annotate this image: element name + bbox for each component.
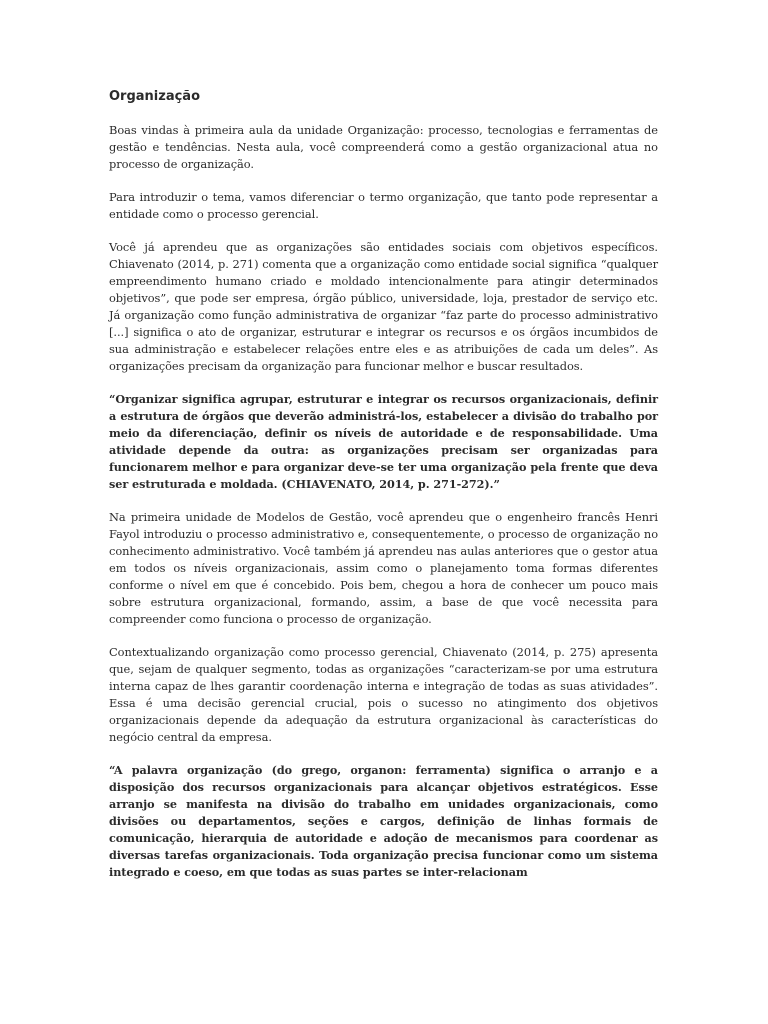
fayol-paragraph: Na primeira unidade de Modelos de Gestão, você aprendeu que o engenheiro francês Henri Fayol introduziu o processo administrativo e, consequentemente, o processo de organização no conhecimento administrativo. Você também já aprendeu nas aulas anteriores que o gestor atua em todos os níveis organizacionais, assim como o planejamento toma formas diferentes conforme o nível em que é concebido. Pois bem, chegou a hora de conhecer um pouco mais sobre estrutura organizacional, formando, assim, a base de que você necessita para compreender como funciona o processo de organização. [109,510,658,626]
definition-paragraph: Para introduzir o tema, vamos diferenciar o termo organização, que tanto pode representar a entidade como o processo gerencial. [109,190,658,221]
document-page [109,88,658,897]
block-quote-chiavenato: “Organizar significa agrupar, estruturar e integrar os recursos organizacionais, definir a estrutura de órgãos que deverão administrá-los, estabelecer a divisão do trabalho por meio da diferenciação, definir os níveis de autoridade e de responsabilidade. Uma atividade depende da outra: as organizações precisam ser organizadas para funcionarem melhor e para organizar deve-se ter uma organização pela frente que deva ser estruturada e moldada. (CHIAVENATO, 2014, p. 271-272).” [109,392,658,491]
process-paragraph: Contextualizando organização como processo gerencial, Chiavenato (2014, p. 275) apresenta que, sejam de qualquer segmento, todas as organizações “caracterizam-se por uma estrutura interna capaz de lhes garantir coordenação interna e integração de todas as suas atividades”. Essa é uma decisão gerencial crucial, pois o sucesso no atingimento dos objetivos organizacionais depende da adequação da estrutura organizacional às características do negócio central da empresa. [109,645,658,744]
block-quote-organon: “A palavra organização (do grego, organon: ferramenta) significa o arranjo e a disposição dos recursos organizacionais para alcançar objetivos estratégicos. Esse arranjo se manifesta na divisão do trabalho em unidades organizacionais, como divisões ou departamentos, seções e cargos, definição de linhas formais de comunicação, hierarquia de autoridade e adoção de mecanismos para coordenar as diversas tarefas organizacionais. Toda organização precisa funcionar como um sistema integrado e coeso, em que todas as suas partes se inter-relacionam [109,763,658,879]
entity-paragraph: Você já aprendeu que as organizações são entidades sociais com objetivos específicos. Chiavenato (2014, p. 271) comenta que a organização como entidade social significa “qualquer empreendimento humano criado e moldado intencionalmente para atingir determinados objetivos”, que pode ser empresa, órgão público, universidade, loja, prestador de serviço etc. Já organização como função administrativa de organizar “faz parte do processo administrativo [...] significa o ato de organizar, estruturar e integrar os recursos e os órgãos incumbidos de sua administração e estabelecer relações entre eles e as atribuições de cada um deles”. As organizações precisam da organização para funcionar melhor e buscar resultados. [109,240,658,373]
page-title: Organização [109,89,200,104]
intro-paragraph: Boas vindas à primeira aula da unidade Organização: processo, tecnologias e ferramentas de gestão e tendências. Nesta aula, você compreenderá como a gestão organizacional atua no processo de organização. [109,123,658,171]
